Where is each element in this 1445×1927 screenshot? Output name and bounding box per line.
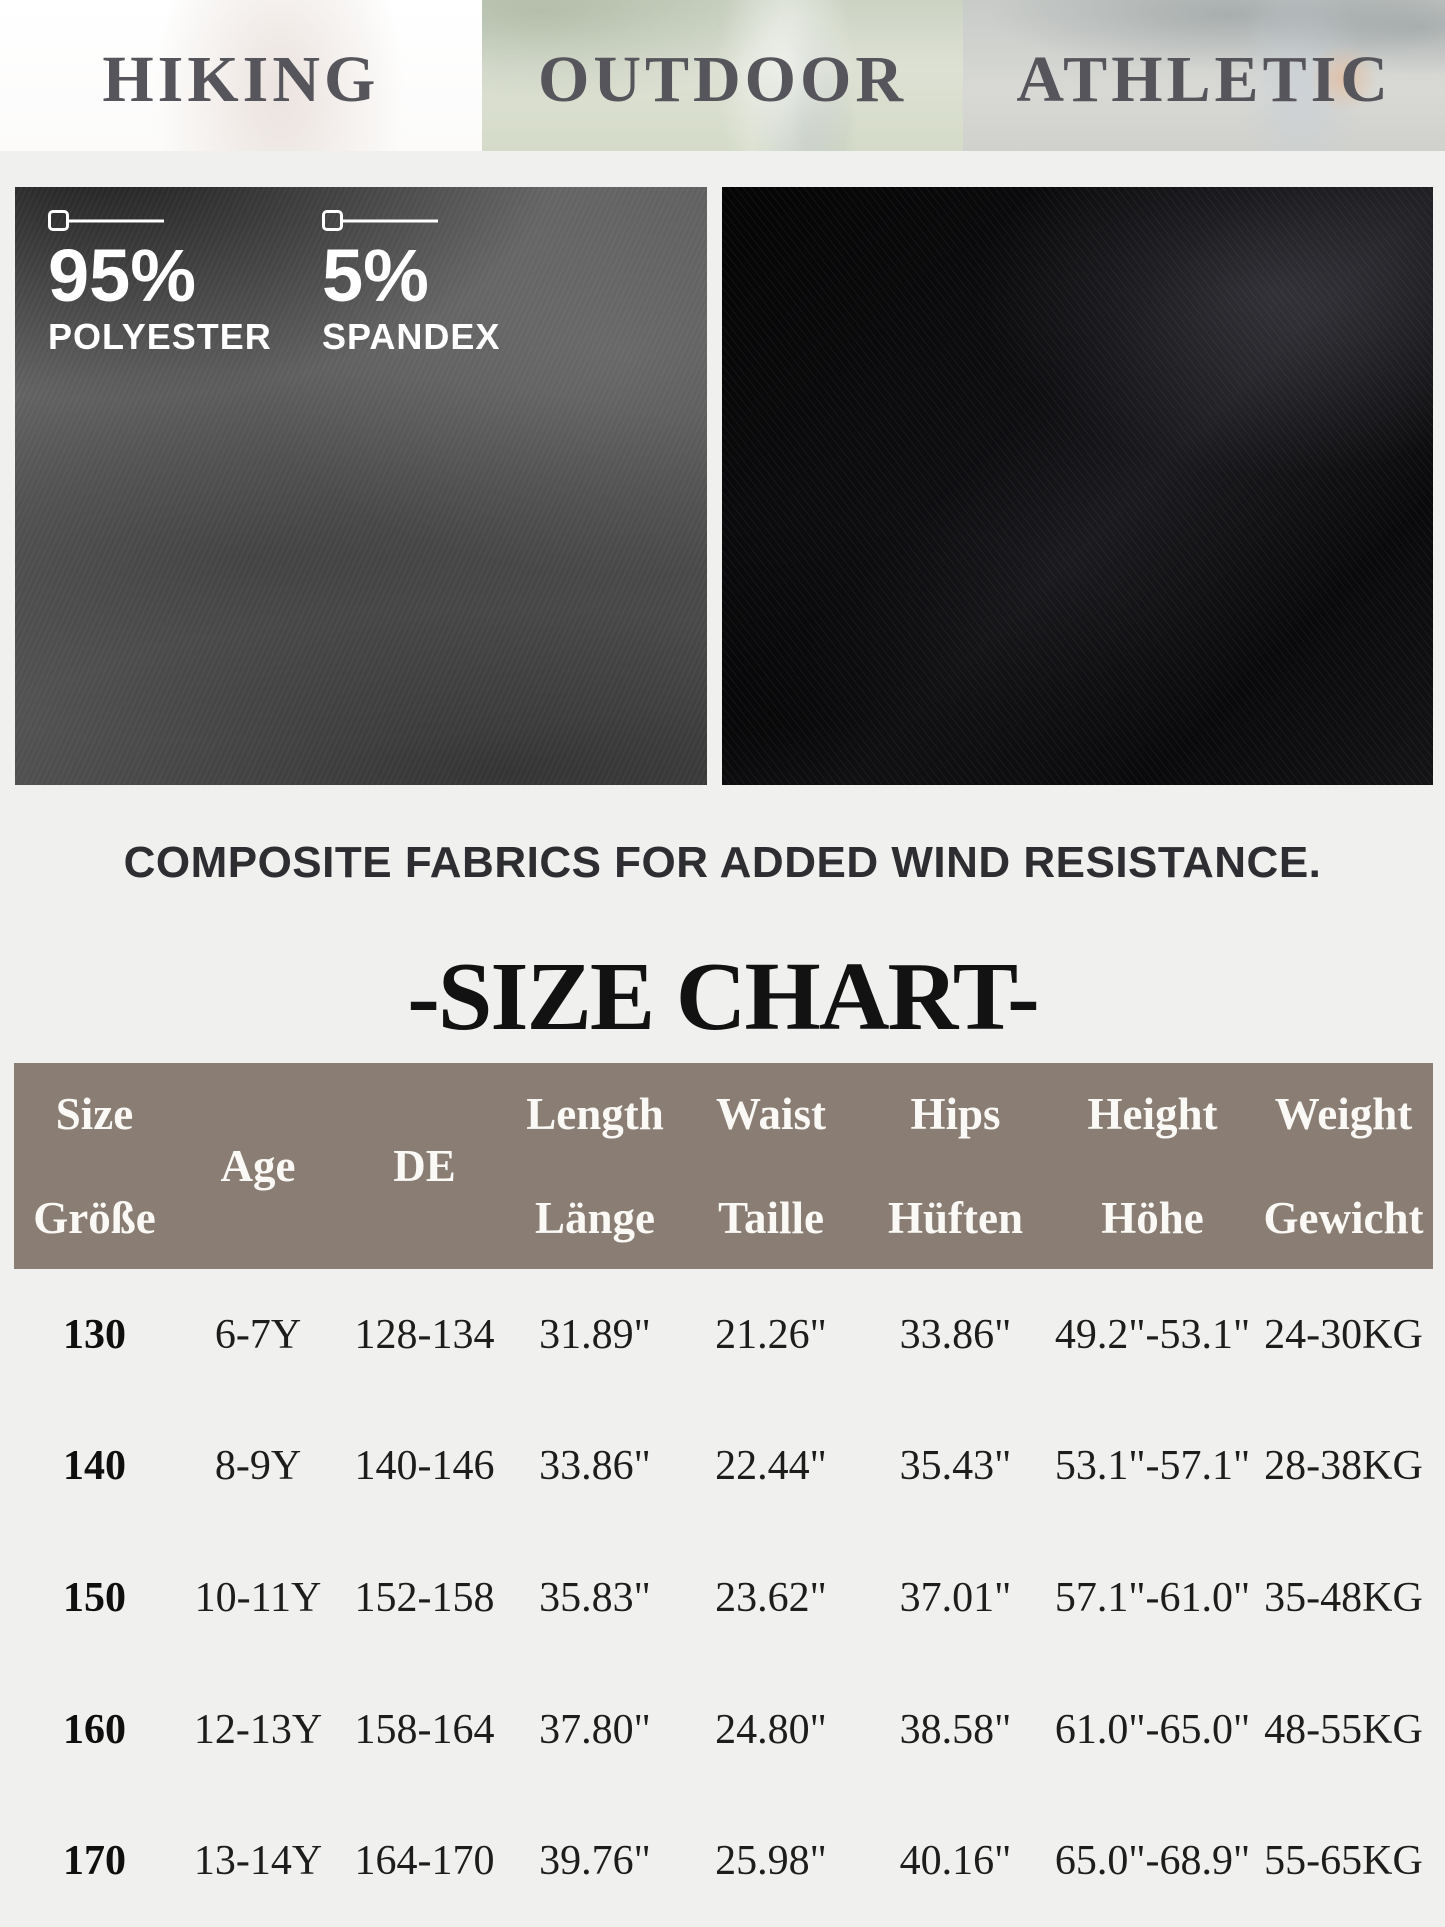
cell-waist: 21.26" — [715, 1311, 827, 1358]
marker-square-icon — [48, 210, 69, 231]
cell-de: 140-146 — [354, 1443, 495, 1490]
column-header-de: Hüften — [888, 1193, 1023, 1243]
cell-size: 150 — [63, 1574, 126, 1621]
column-header-age — [175, 1063, 341, 1269]
cell-age: 13-14Y — [193, 1838, 323, 1885]
column-header-de: Gewicht — [1263, 1193, 1424, 1243]
column-header-size — [14, 1063, 175, 1269]
cell-height: 61.0"-65.0" — [1054, 1706, 1251, 1753]
column-header-hips — [860, 1063, 1051, 1269]
column-header-en: Weight — [1274, 1089, 1413, 1139]
size-chart-title: -SIZE CHART- — [407, 943, 1038, 1051]
cell-length: 31.89" — [539, 1311, 651, 1358]
column-header-en: Height — [1087, 1089, 1218, 1139]
cell-waist: 23.62" — [715, 1574, 827, 1621]
column-header-de — [341, 1063, 508, 1269]
cell-de: 158-164 — [354, 1706, 495, 1753]
material-callout-spandex — [322, 210, 500, 355]
column-header-en: Size — [55, 1089, 134, 1139]
table-row — [14, 1401, 1433, 1533]
material-callout-polyester — [48, 210, 272, 355]
cell-length: 39.76" — [539, 1838, 651, 1885]
material-name: SPANDEX — [322, 316, 501, 357]
cell-waist: 22.44" — [715, 1443, 827, 1490]
cell-de: 164-170 — [354, 1838, 495, 1885]
column-header-en: DE — [393, 1141, 456, 1191]
cell-weight: 28-38KG — [1264, 1443, 1423, 1490]
column-header-weight — [1254, 1063, 1433, 1269]
banner-label-hiking: HIKING — [102, 42, 380, 116]
cell-height: 65.0"-68.9" — [1054, 1838, 1251, 1885]
column-header-de: Länge — [534, 1193, 655, 1243]
cell-size: 160 — [63, 1706, 126, 1753]
cell-age: 12-13Y — [193, 1706, 323, 1753]
cell-hips: 38.58" — [899, 1706, 1012, 1753]
cell-hips: 35.43" — [899, 1443, 1012, 1490]
column-header-de: Höhe — [1101, 1193, 1204, 1243]
cell-size: 140 — [63, 1443, 126, 1490]
column-header-en: Length — [526, 1089, 664, 1139]
cell-age: 8-9Y — [214, 1443, 302, 1490]
cell-de: 152-158 — [354, 1574, 495, 1621]
cell-waist: 24.80" — [715, 1706, 827, 1753]
column-header-de: Taille — [718, 1193, 824, 1243]
material-percent: 95% — [48, 234, 197, 317]
column-header-en: Age — [220, 1141, 296, 1191]
banner-label-athletic: ATHLETIC — [1016, 42, 1392, 116]
category-banner — [0, 0, 1445, 151]
column-header-de: Größe — [33, 1193, 156, 1243]
cell-height: 49.2"-53.1" — [1054, 1311, 1251, 1358]
fabric-swatch-gray — [15, 187, 707, 785]
cell-size: 130 — [63, 1311, 126, 1358]
cell-height: 57.1"-61.0" — [1054, 1574, 1251, 1621]
table-row — [14, 1664, 1433, 1796]
cell-weight: 35-48KG — [1264, 1574, 1423, 1621]
cell-age: 6-7Y — [214, 1311, 302, 1358]
cell-hips: 33.86" — [899, 1311, 1012, 1358]
cell-waist: 25.98" — [715, 1838, 827, 1885]
cell-de: 128-134 — [354, 1311, 495, 1358]
cell-length: 37.80" — [539, 1706, 651, 1753]
banner-photo-hiking — [0, 0, 482, 151]
cell-length: 35.83" — [539, 1574, 651, 1621]
tagline: COMPOSITE FABRICS FOR ADDED WIND RESISTANCE. — [123, 838, 1322, 887]
cell-age: 10-11Y — [194, 1574, 322, 1621]
cell-weight: 55-65KG — [1264, 1838, 1423, 1885]
cell-hips: 37.01" — [899, 1574, 1012, 1621]
cell-hips: 40.16" — [899, 1838, 1012, 1885]
table-row — [14, 1269, 1433, 1401]
column-header-height — [1051, 1063, 1254, 1269]
banner-label-outdoor: OUTDOOR — [537, 42, 908, 116]
marker-square-icon — [322, 210, 343, 231]
column-header-en: Waist — [715, 1089, 827, 1139]
table-row — [14, 1795, 1433, 1927]
cell-length: 33.86" — [539, 1443, 651, 1490]
column-header-length — [508, 1063, 682, 1269]
size-chart-body — [14, 1269, 1433, 1927]
cell-weight: 24-30KG — [1264, 1311, 1423, 1358]
cell-height: 53.1"-57.1" — [1054, 1443, 1251, 1490]
size-chart-header — [14, 1063, 1433, 1269]
column-header-waist — [682, 1063, 860, 1269]
banner-photo-athletic — [963, 0, 1445, 151]
fabric-swatch-black — [722, 187, 1433, 785]
column-header-en: Hips — [910, 1089, 1001, 1139]
banner-photo-outdoor — [482, 0, 964, 151]
cell-weight: 48-55KG — [1264, 1706, 1423, 1753]
material-name: POLYESTER — [48, 316, 272, 357]
material-percent: 5% — [322, 234, 429, 317]
table-row — [14, 1532, 1433, 1664]
cell-size: 170 — [63, 1838, 126, 1885]
